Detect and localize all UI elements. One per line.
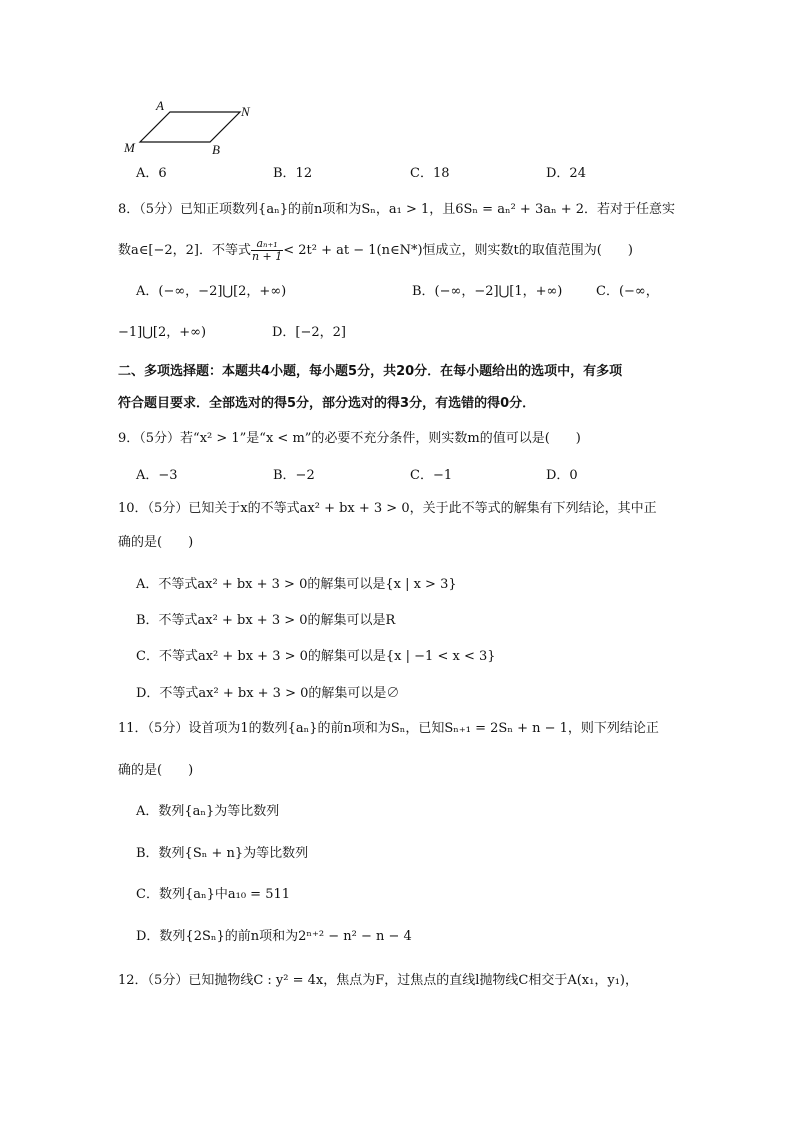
q8-fraction-numerator: aₙ₊₁ [251, 238, 283, 251]
q8-option-b: B．(−∞，−2]⋃[1，+∞) [412, 284, 563, 299]
q9-option-c: C．−1 [410, 468, 453, 483]
q11-stem-line1: 11．（5分）设首项为1的数列{aₙ}的前n项和为Sₙ，已知Sₙ₊₁ = 2Sₙ + n − 1，则下列结论正 [118, 721, 659, 736]
q10-stem-line1: 10．（5分）已知关于x的不等式ax² + bx + 3 > 0，关于此不等式的解集有下列结论，其中正 [118, 501, 657, 516]
q9-stem: 9．（5分）若“x² > 1”是“x < m”的必要不充分条件，则实数m的值可以是( ) [118, 431, 581, 446]
q9-option-a: A．−3 [136, 468, 178, 483]
q9-option-d: D．0 [546, 468, 578, 483]
q8-stem-line2-pre: 数a∈[−2，2]．不等式 [118, 243, 251, 258]
q8-stem-line1: 8．（5分）已知正项数列{aₙ}的前n项和为Sₙ，a₁ > 1，且6Sₙ = aₙ² + 3aₙ + 2．若对于任意实 [118, 202, 676, 217]
q7-option-c: C．18 [410, 166, 450, 181]
q11-option-c: C．数列{aₙ}中a₁₀ = 511 [136, 887, 291, 902]
q11-option-a: A．数列{aₙ}为等比数列 [136, 804, 280, 819]
q8-fraction-denominator: n + 1 [251, 250, 283, 263]
point-label-a: A [156, 98, 164, 113]
q10-stem-line2: 确的是( ) [118, 535, 194, 550]
q8-stem-line2 [118, 238, 633, 263]
q8-stem-line2-post: < 2t² + at − 1(n∈N*)恒成立，则实数t的取值范围为( ) [283, 243, 633, 258]
parallelogram-shape [140, 112, 240, 142]
section2-header-line2: 符合题目要求．全部选对的得5分，部分选对的得3分，有选错的得0分． [118, 396, 536, 411]
q8-option-c-continued: −1]⋃[2，+∞) [118, 325, 207, 340]
q7-option-a: A．6 [136, 166, 167, 181]
point-label-m: M [124, 140, 135, 155]
q8-option-a: A．(−∞，−2]⋃[2，+∞) [136, 284, 287, 299]
q8-option-c: C．(−∞， [596, 284, 659, 299]
q8-fraction [251, 238, 283, 263]
point-label-b: B [212, 142, 220, 157]
q11-stem-line2: 确的是( ) [118, 763, 194, 778]
q11-option-d: D．数列{2Sₙ}的前n项和为2ⁿ⁺² − n² − n − 4 [136, 929, 412, 944]
q7-option-b: B．12 [273, 166, 313, 181]
q10-option-a: A．不等式ax² + bx + 3 > 0的解集可以是{x | x > 3} [136, 577, 457, 592]
q8-option-d: D．[−2，2] [272, 325, 347, 340]
q10-option-b: B．不等式ax² + bx + 3 > 0的解集可以是R [136, 613, 396, 628]
point-label-n: N [241, 104, 250, 119]
q7-option-d: D．24 [546, 166, 586, 181]
q10-option-c: C．不等式ax² + bx + 3 > 0的解集可以是{x | −1 < x < 3} [136, 649, 496, 664]
q10-option-d: D．不等式ax² + bx + 3 > 0的解集可以是∅ [136, 686, 400, 701]
q11-option-b: B．数列{Sₙ + n}为等比数列 [136, 846, 309, 861]
q9-option-b: B．−2 [273, 468, 315, 483]
q12-stem-line1: 12．（5分）已知抛物线C : y² = 4x，焦点为F，过焦点的直线l抛物线C相交于A(x₁，y₁)， [118, 973, 638, 988]
section2-header-line1: 二、多项选择题：本题共4小题，每小题5分，共20分．在每小题给出的选项中，有多项 [118, 364, 623, 379]
